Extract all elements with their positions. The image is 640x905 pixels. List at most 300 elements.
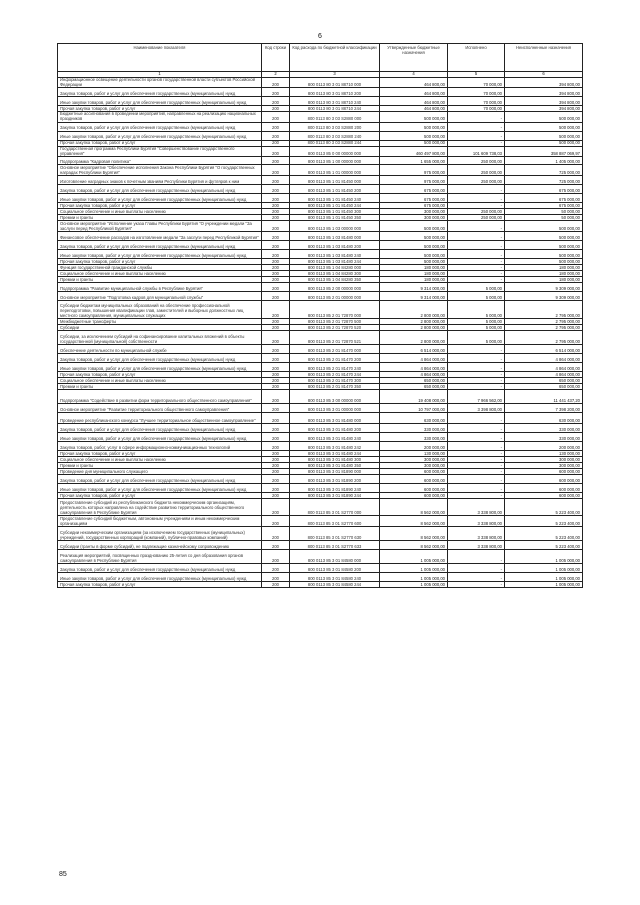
row-approved-amount: 630 000,00 (380, 413, 448, 424)
row-remaining-amount: 500 000,00 (505, 122, 583, 131)
row-line-code: 200 (262, 390, 290, 404)
row-remaining-amount: 1 005 000,00 (505, 582, 583, 588)
row-executed-amount: 3 338 800,00 (448, 499, 505, 516)
row-approved-amount: 330 000,00 (380, 424, 448, 433)
table-row (58, 424, 583, 433)
row-classification-code: 800 0113 85 1 03 81480 244 (290, 259, 380, 265)
row-name: Закупка товаров, работ и услуг для обеспечения государственных (муниципальных) нужд (58, 354, 262, 363)
row-executed-amount: 70 000,00 (448, 106, 505, 112)
row-approved-amount: 675 000,00 (380, 185, 448, 194)
row-name: Прочая закупка товаров, работ и услуг (58, 259, 262, 265)
row-approved-amount: 675 000,00 (380, 194, 448, 203)
row-remaining-amount: 500 000,00 (505, 259, 583, 265)
row-remaining-amount: 1 005 000,00 (505, 573, 583, 582)
table-row (58, 433, 583, 442)
row-remaining-amount: 500 000,00 (505, 221, 583, 232)
table-row (58, 122, 583, 131)
row-classification-code: 800 0113 85 3 01 84580 200 (290, 564, 380, 573)
row-remaining-amount: 130 000,00 (505, 451, 583, 457)
row-line-code: 200 (262, 232, 290, 241)
row-name: Прочая закупка товаров, работ и услуг (58, 106, 262, 112)
table-row (58, 475, 583, 484)
row-classification-code: 800 0113 85 3 01 S2770 000 (290, 499, 380, 516)
table-row (58, 345, 583, 354)
row-line-code: 200 (262, 433, 290, 442)
row-approved-amount: 650 000,00 (380, 378, 448, 384)
row-name: Основное мероприятие "Подготовка кадров для муниципальной службы" (58, 292, 262, 301)
row-approved-amount: 180 000,00 (380, 277, 448, 283)
row-executed-amount: - (448, 463, 505, 469)
row-executed-amount: 101 609 738,03 (448, 146, 505, 156)
row-classification-code: 800 0113 85 1 01 81450 200 (290, 185, 380, 194)
row-executed-amount: 3 338 800,00 (448, 541, 505, 550)
row-classification-code: 800 0113 85 1 03 81480 000 (290, 232, 380, 241)
row-line-code: 200 (262, 516, 290, 527)
row-name: Прочая закупка товаров, работ и услуг (58, 582, 262, 588)
row-executed-amount: - (448, 221, 505, 232)
row-approved-amount: 330 000,00 (380, 433, 448, 442)
row-executed-amount: - (448, 573, 505, 582)
row-approved-amount: 600 000,00 (380, 469, 448, 475)
row-line-code: 200 (262, 165, 290, 176)
row-line-code: 200 (262, 97, 290, 106)
row-name: Премии и гранты (58, 215, 262, 221)
row-classification-code: 800 0113 85 2 01 81470 350 (290, 384, 380, 390)
row-approved-amount: 1 005 000,00 (380, 582, 448, 588)
row-remaining-amount: 675 000,00 (505, 203, 583, 209)
row-remaining-amount: 1 005 000,00 (505, 564, 583, 573)
row-remaining-amount: 4 864 000,00 (505, 372, 583, 378)
row-classification-code: 800 0113 85 1 04 84280 300 (290, 271, 380, 277)
row-line-code: 200 (262, 259, 290, 265)
row-name: Субсидии (гранты в форме субсидий), не подлежащие казначейскому сопровождению (58, 541, 262, 550)
row-remaining-amount: 2 795 000,00 (505, 331, 583, 345)
table-row (58, 413, 583, 424)
row-name: Прочая закупка товаров, работ и услуг (58, 372, 262, 378)
row-name: Премии и гранты (58, 277, 262, 283)
header-approved: Утвержденные бюджетные назначения (380, 44, 448, 72)
row-line-code: 200 (262, 78, 290, 88)
row-remaining-amount: 600 000,00 (505, 469, 583, 475)
row-executed-amount: 5 000,00 (448, 331, 505, 345)
row-approved-amount: 300 000,00 (380, 463, 448, 469)
row-approved-amount: 6 514 000,00 (380, 345, 448, 354)
row-approved-amount: 600 000,00 (380, 493, 448, 499)
row-remaining-amount: 11 441 437,20 (505, 390, 583, 404)
row-executed-amount: 5 000,00 (448, 283, 505, 292)
table-row (58, 157, 583, 165)
table-row (58, 221, 583, 232)
table-row (58, 499, 583, 516)
row-executed-amount: 250 000,00 (448, 209, 505, 215)
row-line-code: 200 (262, 527, 290, 541)
table-row (58, 354, 583, 363)
table-row (58, 78, 583, 88)
row-approved-amount: 650 000,00 (380, 384, 448, 390)
row-executed-amount: - (448, 112, 505, 122)
row-approved-amount: 500 000,00 (380, 241, 448, 250)
row-remaining-amount: 500 000,00 (505, 112, 583, 122)
column-number: 2 (262, 72, 290, 78)
row-classification-code: 800 0113 85 1 00 00000 000 (290, 157, 380, 165)
row-approved-amount: 1 005 000,00 (380, 564, 448, 573)
row-line-code: 200 (262, 499, 290, 516)
row-name: Основное мероприятие "Обеспечение исполнения Закона Республики Бурятия "О государственных наградах Республики Бурятия" (58, 165, 262, 176)
row-remaining-amount: 180 000,00 (505, 271, 583, 277)
row-name: Закупка товаров, работ и услуг для обеспечения государственных (муниципальных) нужд (58, 88, 262, 97)
row-executed-amount: - (448, 277, 505, 283)
row-name: Проведение республиканского конкурса "Лучшее территориальное общественное самоуправление" (58, 413, 262, 424)
row-executed-amount: 5 000,00 (448, 325, 505, 331)
row-remaining-amount: 2 795 000,00 (505, 325, 583, 331)
row-executed-amount: - (448, 203, 505, 209)
row-remaining-amount: 725 000,00 (505, 176, 583, 185)
table-row (58, 301, 583, 319)
row-executed-amount: 250 000,00 (448, 165, 505, 176)
row-remaining-amount: 600 000,00 (505, 475, 583, 484)
row-name: Субсидии бюджетам муниципальных образований на обеспечение профессиональной переподготовки, повышения квалификации глав, заместителей и выборных должностных лиц местного самоуправления, муниципальных служащих (58, 301, 262, 319)
row-approved-amount: 464 800,00 (380, 106, 448, 112)
row-name: Иные закупки товаров, работ и услуг для обеспечения государственных (муниципальных) нужд (58, 131, 262, 140)
row-classification-code: 800 0113 85 2 01 72870 500 (290, 319, 380, 325)
row-executed-amount: - (448, 372, 505, 378)
row-line-code: 200 (262, 283, 290, 292)
row-executed-amount: 250 000,00 (448, 215, 505, 221)
row-classification-code: 800 0113 85 3 01 S2770 600 (290, 516, 380, 527)
row-executed-amount: - (448, 131, 505, 140)
row-executed-amount: - (448, 564, 505, 573)
row-classification-code: 800 0113 85 1 04 84280 000 (290, 265, 380, 271)
row-approved-amount: 500 000,00 (380, 131, 448, 140)
row-classification-code: 800 0113 85 3 01 84580 240 (290, 573, 380, 582)
row-classification-code: 800 0113 85 3 01 84580 000 (290, 550, 380, 564)
row-line-code: 200 (262, 88, 290, 97)
row-line-code: 200 (262, 564, 290, 573)
row-classification-code: 800 0113 80 3 03 S2880 200 (290, 122, 380, 131)
row-executed-amount: - (448, 424, 505, 433)
row-executed-amount: 250 000,00 (448, 176, 505, 185)
row-classification-code: 800 0113 80 3 03 S2880 240 (290, 131, 380, 140)
table-row (58, 283, 583, 292)
row-name: Обеспечение деятельности по муниципальной службе (58, 345, 262, 354)
table-row (58, 541, 583, 550)
row-classification-code: 800 0113 85 2 01 81470 200 (290, 354, 380, 363)
row-classification-code: 800 0113 85 3 01 00000 000 (290, 404, 380, 413)
row-classification-code: 800 0113 85 3 01 81480 240 (290, 433, 380, 442)
row-name: Подпрограмма "Кадровая политика" (58, 157, 262, 165)
row-line-code: 200 (262, 451, 290, 457)
row-approved-amount: 9 314 000,00 (380, 292, 448, 301)
row-executed-amount: - (448, 469, 505, 475)
row-name: Премии и гранты (58, 384, 262, 390)
table-row (58, 112, 583, 122)
row-approved-amount: 500 000,00 (380, 250, 448, 259)
header-line-code: Код строки (262, 44, 290, 72)
row-classification-code: 800 0113 85 3 01 81480 300 (290, 457, 380, 463)
table-row (58, 292, 583, 301)
row-executed-amount: - (448, 442, 505, 451)
row-executed-amount: - (448, 194, 505, 203)
row-name: Реализация мероприятий, посвященных празднованию 25-летия со дня образования органов самоуправления в Республике Бурятия (58, 550, 262, 564)
row-classification-code: 800 0113 85 3 01 81890 240 (290, 484, 380, 493)
row-line-code: 200 (262, 363, 290, 372)
table-row (58, 550, 583, 564)
row-remaining-amount: 1 005 000,00 (505, 550, 583, 564)
row-classification-code: 800 0113 85 2 01 72870 520 (290, 325, 380, 331)
row-executed-amount: 5 000,00 (448, 292, 505, 301)
row-line-code: 200 (262, 475, 290, 484)
row-remaining-amount: 675 000,00 (505, 194, 583, 203)
row-line-code: 200 (262, 413, 290, 424)
row-remaining-amount: 5 223 400,00 (505, 527, 583, 541)
row-line-code: 200 (262, 484, 290, 493)
table-row (58, 390, 583, 404)
column-number: 3 (290, 72, 380, 78)
row-name: Проведение дня муниципального служащего (58, 469, 262, 475)
row-remaining-amount: 1 405 000,00 (505, 157, 583, 165)
row-classification-code: 800 0113 85 1 01 81450 240 (290, 194, 380, 203)
row-approved-amount: 600 000,00 (380, 475, 448, 484)
row-approved-amount: 1 655 000,00 (380, 157, 448, 165)
row-name: Бюджетные ассигнования в проведении мероприятий, направленных на реализацию национальных праздников (58, 112, 262, 122)
table-row (58, 573, 583, 582)
row-approved-amount: 1 005 000,00 (380, 550, 448, 564)
row-executed-amount: 3 398 800,00 (448, 404, 505, 413)
row-classification-code: 800 0113 85 1 01 81450 244 (290, 203, 380, 209)
row-executed-amount: - (448, 413, 505, 424)
table-row (58, 442, 583, 451)
row-approved-amount: 2 800 000,00 (380, 325, 448, 331)
row-line-code: 200 (262, 378, 290, 384)
row-remaining-amount: 500 000,00 (505, 131, 583, 140)
row-remaining-amount: 725 000,00 (505, 165, 583, 176)
row-approved-amount: 300 000,00 (380, 457, 448, 463)
row-approved-amount: 200 000,00 (380, 442, 448, 451)
row-approved-amount: 500 000,00 (380, 259, 448, 265)
row-approved-amount: 8 562 000,00 (380, 516, 448, 527)
row-classification-code: 800 0113 85 3 01 81890 200 (290, 475, 380, 484)
row-remaining-amount: 500 000,00 (505, 232, 583, 241)
row-remaining-amount: 650 000,00 (505, 384, 583, 390)
column-number: 1 (58, 72, 262, 78)
row-line-code: 200 (262, 185, 290, 194)
row-classification-code: 800 0113 85 0 00 00000 000 (290, 146, 380, 156)
row-line-code: 200 (262, 404, 290, 413)
row-approved-amount: 4 864 000,00 (380, 372, 448, 378)
row-executed-amount: - (448, 259, 505, 265)
row-name: Закупка товаров, работ и услуг для обеспечения государственных (муниципальных) нужд (58, 564, 262, 573)
row-line-code: 200 (262, 209, 290, 215)
row-remaining-amount: 4 864 000,00 (505, 363, 583, 372)
row-classification-code: 800 0113 80 3 03 S2880 000 (290, 112, 380, 122)
row-remaining-amount: 9 309 000,00 (505, 292, 583, 301)
row-name: Закупка товаров, работ и услуг для обеспечения государственных (муниципальных) нужд (58, 241, 262, 250)
row-line-code: 200 (262, 457, 290, 463)
row-approved-amount: 500 000,00 (380, 232, 448, 241)
row-approved-amount: 460 497 800,00 (380, 146, 448, 156)
table-row (58, 582, 583, 588)
row-remaining-amount: 330 000,00 (505, 433, 583, 442)
row-remaining-amount: 330 000,00 (505, 424, 583, 433)
row-name: Иные закупки товаров, работ и услуг для обеспечения государственных (муниципальных) нужд (58, 573, 262, 582)
row-executed-amount: - (448, 185, 505, 194)
column-number: 6 (505, 72, 583, 78)
row-line-code: 200 (262, 493, 290, 499)
row-line-code: 200 (262, 250, 290, 259)
row-line-code: 200 (262, 203, 290, 209)
row-remaining-amount: 358 887 069,97 (505, 146, 583, 156)
row-name: Функция государственной гражданской службы (58, 265, 262, 271)
row-name: Иные закупки товаров, работ и услуг для обеспечения государственных (муниципальных) нужд (58, 194, 262, 203)
row-classification-code: 800 0113 85 3 00 00000 000 (290, 390, 380, 404)
row-remaining-amount: 7 398 200,00 (505, 404, 583, 413)
row-remaining-amount: 180 000,00 (505, 265, 583, 271)
row-classification-code: 800 0113 80 3 01 88710 244 (290, 106, 380, 112)
row-approved-amount: 8 562 000,00 (380, 499, 448, 516)
row-remaining-amount: 6 514 000,00 (505, 345, 583, 354)
row-line-code: 200 (262, 573, 290, 582)
row-line-code: 200 (262, 582, 290, 588)
row-executed-amount: - (448, 475, 505, 484)
row-remaining-amount: 2 795 000,00 (505, 319, 583, 325)
row-classification-code: 800 0113 85 2 01 81470 240 (290, 363, 380, 372)
row-classification-code: 800 0113 85 1 01 81450 300 (290, 209, 380, 215)
row-remaining-amount: 5 223 400,00 (505, 516, 583, 527)
row-name: Основное мероприятие "Исполнение указа Главы Республики Бурятия "О учреждении медали "За заслуги перед Республикой Бурятия" (58, 221, 262, 232)
row-remaining-amount: 5 223 400,00 (505, 499, 583, 516)
row-approved-amount: 2 800 000,00 (380, 319, 448, 325)
row-approved-amount: 180 000,00 (380, 265, 448, 271)
row-classification-code: 800 0113 85 3 01 81480 000 (290, 413, 380, 424)
row-line-code: 200 (262, 319, 290, 325)
row-name: Подпрограмма "Развитие муниципальной службы в Республике Бурятия" (58, 283, 262, 292)
table-body (58, 78, 583, 588)
row-line-code: 200 (262, 106, 290, 112)
row-name: Предоставление субсидий бюджетным, автономным учреждениям и иным некоммерческим организациям (58, 516, 262, 527)
row-approved-amount: 675 000,00 (380, 203, 448, 209)
table-row (58, 363, 583, 372)
row-approved-amount: 300 000,00 (380, 209, 448, 215)
row-classification-code: 800 0113 85 3 01 84580 244 (290, 582, 380, 588)
row-name: Закупка товаров, работ и услуг для обеспечения государственных (муниципальных) нужд (58, 475, 262, 484)
row-name: Межбюджетные трансферты (58, 319, 262, 325)
row-classification-code: 800 0113 85 3 01 S2770 633 (290, 541, 380, 550)
row-approved-amount: 975 000,00 (380, 165, 448, 176)
row-classification-code: 800 0113 80 3 03 S2880 244 (290, 140, 380, 146)
table-row (58, 165, 583, 176)
row-classification-code: 800 0113 80 3 01 88710 240 (290, 97, 380, 106)
row-classification-code: 800 0113 85 1 04 84280 350 (290, 277, 380, 283)
row-remaining-amount: 600 000,00 (505, 484, 583, 493)
row-remaining-amount: 5 223 400,00 (505, 541, 583, 550)
row-classification-code: 800 0113 85 1 03 81480 200 (290, 241, 380, 250)
row-remaining-amount: 2 795 000,00 (505, 301, 583, 319)
row-name: Иные закупки товаров, работ и услуг для обеспечения государственных (муниципальных) нужд (58, 97, 262, 106)
row-classification-code: 800 0113 85 3 01 81480 244 (290, 451, 380, 457)
row-name: Субсидии некоммерческим организациям (за исключением государственных (муниципальных) учреждений, государственных корпораций (компаний), публично-правовых компаний) (58, 527, 262, 541)
row-executed-amount: - (448, 433, 505, 442)
row-executed-amount: 5 000,00 (448, 301, 505, 319)
table-row (58, 250, 583, 259)
row-line-code: 200 (262, 424, 290, 433)
page-number: 6 (318, 33, 322, 40)
row-name: Изготовление наградных знаков к почетным званиям Республики Бурятия и футляров к ним (58, 176, 262, 185)
row-executed-amount: - (448, 378, 505, 384)
row-classification-code: 800 0113 85 2 01 81470 000 (290, 345, 380, 354)
row-line-code: 200 (262, 194, 290, 203)
header-remaining: Неисполненные назначения (505, 44, 583, 72)
row-line-code: 200 (262, 345, 290, 354)
row-remaining-amount: 394 800,00 (505, 88, 583, 97)
row-remaining-amount: 200 000,00 (505, 442, 583, 451)
row-line-code: 200 (262, 221, 290, 232)
row-remaining-amount: 394 800,00 (505, 106, 583, 112)
table-row (58, 331, 583, 345)
row-remaining-amount: 300 000,00 (505, 457, 583, 463)
row-line-code: 200 (262, 301, 290, 319)
row-approved-amount: 500 000,00 (380, 112, 448, 122)
row-line-code: 200 (262, 325, 290, 331)
row-executed-amount: - (448, 345, 505, 354)
row-classification-code: 800 0113 85 1 01 81450 350 (290, 215, 380, 221)
row-executed-amount: - (448, 363, 505, 372)
row-remaining-amount: 180 000,00 (505, 277, 583, 283)
row-name: Закупка товаров, работ и услуг для обеспечения государственных (муниципальных) нужд (58, 185, 262, 194)
row-line-code: 200 (262, 372, 290, 378)
row-approved-amount: 600 000,00 (380, 484, 448, 493)
row-classification-code: 800 0113 80 3 01 88710 200 (290, 88, 380, 97)
table-row (58, 404, 583, 413)
row-executed-amount: - (448, 122, 505, 131)
table-row (58, 88, 583, 97)
row-line-code: 200 (262, 354, 290, 363)
row-approved-amount: 464 800,00 (380, 97, 448, 106)
table-row (58, 131, 583, 140)
row-name: Подпрограмма "Содействие в развитии форм территориального общественного самоуправления" (58, 390, 262, 404)
table-row (58, 176, 583, 185)
footer-page-number: 85 (59, 871, 67, 878)
row-name: Субсидии, за исключением субсидий на софинансирование капитальных вложений в объекты государственной (муниципальной) собственности (58, 331, 262, 345)
table-row (58, 527, 583, 541)
row-executed-amount: - (448, 241, 505, 250)
row-classification-code: 800 0113 85 2 00 00000 000 (290, 283, 380, 292)
row-line-code: 200 (262, 384, 290, 390)
table-row (58, 232, 583, 241)
table-row (58, 241, 583, 250)
row-executed-amount: - (448, 484, 505, 493)
row-remaining-amount: 600 000,00 (505, 493, 583, 499)
row-line-code: 200 (262, 265, 290, 271)
row-executed-amount: - (448, 232, 505, 241)
row-approved-amount: 10 797 000,00 (380, 404, 448, 413)
row-executed-amount: - (448, 271, 505, 277)
row-name: Прочая закупка товаров, работ и услуг (58, 493, 262, 499)
row-approved-amount: 2 800 000,00 (380, 331, 448, 345)
row-name: Прочая закупка товаров, работ и услуг (58, 451, 262, 457)
row-classification-code: 800 0113 85 3 01 81480 350 (290, 463, 380, 469)
row-classification-code: 800 0113 85 3 01 81480 242 (290, 442, 380, 451)
row-line-code: 200 (262, 550, 290, 564)
row-classification-code: 800 0113 85 3 01 S2770 630 (290, 527, 380, 541)
row-line-code: 200 (262, 112, 290, 122)
row-classification-code: 800 0113 85 2 01 72870 521 (290, 331, 380, 345)
table-row (58, 194, 583, 203)
table-row (58, 484, 583, 493)
row-executed-amount: 5 000,00 (448, 319, 505, 325)
row-line-code: 200 (262, 122, 290, 131)
row-classification-code: 800 0113 85 2 01 00000 000 (290, 292, 380, 301)
row-remaining-amount: 500 000,00 (505, 250, 583, 259)
